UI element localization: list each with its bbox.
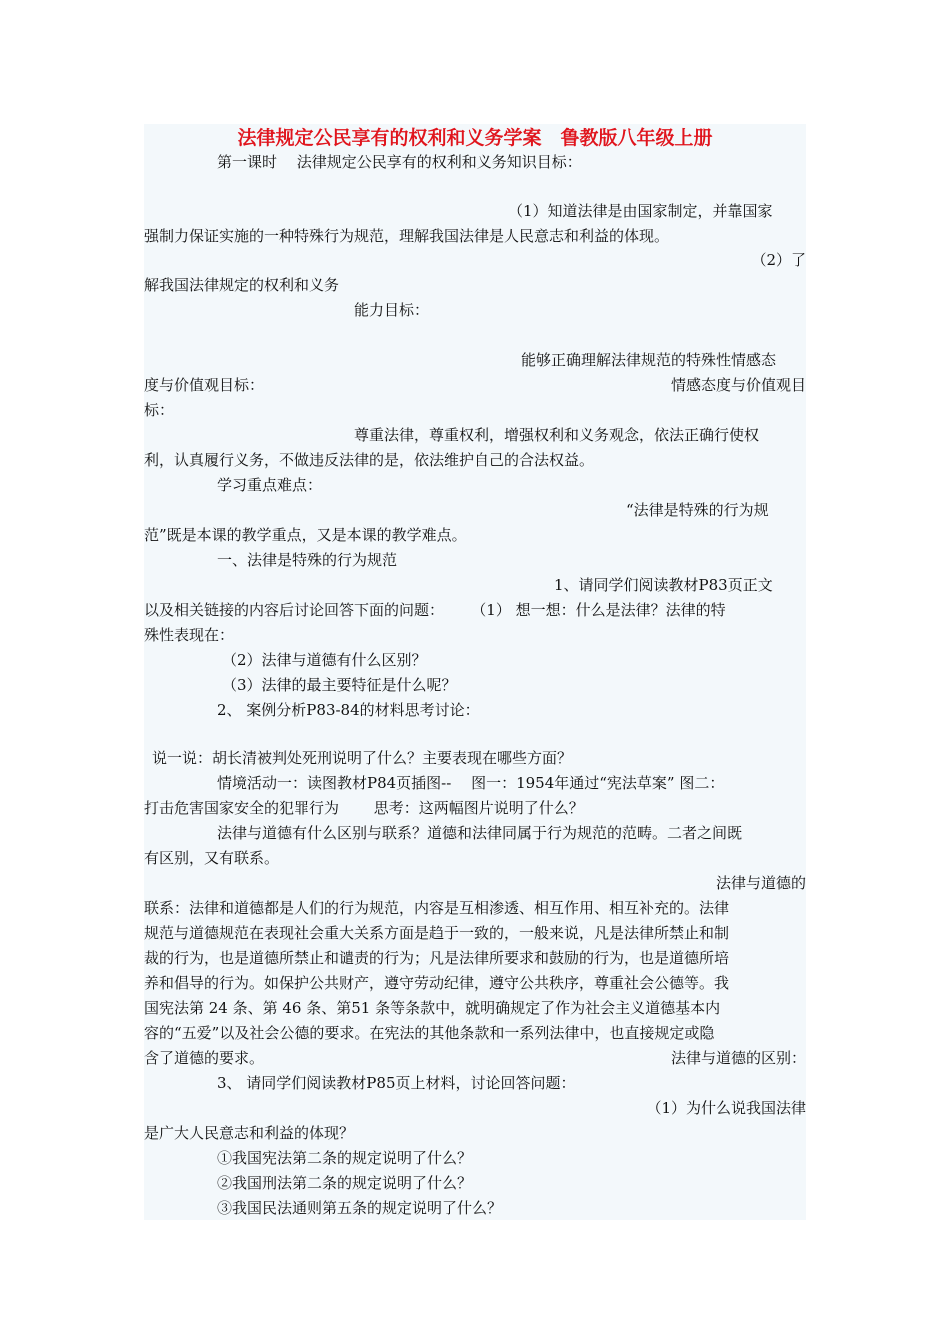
text-line: 利，认真履行义务，不做违反法律的是，依法维护自己的合法权益。	[144, 451, 595, 469]
text-segment: 度与价值观目标：	[144, 376, 265, 394]
text-line: 殊性表现在：	[144, 626, 235, 644]
text-line: ①我国宪法第二条的规定说明了什么？	[217, 1149, 473, 1167]
text-line: 2、 案例分析P83-84的材料思考讨论：	[217, 701, 480, 719]
text-line: 法律与道德的	[715, 874, 806, 892]
text-segment: 含了道德的要求。	[144, 1049, 265, 1067]
text-line: （1）知道法律是由国家制定，并靠国家	[508, 202, 773, 220]
text-line: 一、法律是特殊的行为规范	[217, 551, 398, 569]
text-line: （3）法律的最主要特征是什么呢？	[222, 676, 457, 694]
text-line: （2）法律与道德有什么区别？	[222, 651, 427, 669]
text-line: 解我国法律规定的权利和义务	[144, 276, 340, 294]
text-line: ③我国民法通则第五条的规定说明了什么？	[217, 1199, 503, 1217]
text-line: 1、请同学们阅读教材P83页正文	[554, 576, 773, 594]
text-line: 以及相关链接的内容后讨论回答下面的问题： （1） 想一想：什么是法律？法律的特	[144, 601, 726, 619]
text-line: 能够正确理解法律规范的特殊性情感态	[521, 351, 777, 369]
text-line: 第一课时 法律规定公民享有的权利和义务知识目标：	[217, 153, 582, 171]
text-line: “法律是特殊的行为规	[626, 501, 769, 519]
text-line: 尊重法律，尊重权利，增强权利和义务观念，依法正确行使权	[354, 426, 760, 444]
text-line: 说一说：胡长清被判处死刑说明了什么？主要表现在哪些方面？	[152, 749, 573, 767]
text-line: 容的“五爱”以及社会公德的要求。在宪法的其他条款和一系列法律中，也直接规定或隐	[144, 1024, 715, 1042]
text-line: 标：	[144, 401, 175, 419]
text-line: 联系：法律和道德都是人们的行为规范，内容是互相渗透、相互作用、相互补充的。法律	[144, 899, 730, 917]
text-line: 法律与道德有什么区别与联系？道德和法律同属于行为规范的范畴。二者之间既	[217, 824, 743, 842]
text-segment: 情感态度与价值观目	[670, 376, 806, 394]
text-line: 有区别，又有联系。	[144, 849, 280, 867]
text-line: （2）了	[751, 251, 806, 269]
text-line-pair	[144, 373, 806, 398]
text-line: （1）为什么说我国法律	[646, 1099, 806, 1117]
text-line: 能力目标：	[354, 301, 430, 319]
text-line: 养和倡导的行为。如保护公共财产，遵守劳动纪律，遵守公共秩序，尊重社会公德等。我	[144, 974, 730, 992]
text-line: 3、 请同学们阅读教材P85页上材料，讨论回答问题：	[217, 1074, 576, 1092]
text-line: 打击危害国家安全的犯罪行为 思考：这两幅图片说明了什么？	[144, 799, 584, 817]
text-line: ②我国刑法第二条的规定说明了什么？	[217, 1174, 473, 1192]
text-line: 强制力保证实施的一种特殊行为规范，理解我国法律是人民意志和利益的体现。	[144, 227, 670, 245]
text-line: 裁的行为，也是道德所禁止和谴责的行为；凡是法律所要求和鼓励的行为，也是道德所培	[144, 949, 730, 967]
text-line: 情境活动一：读图教材P84页插图-- 图一：1954年通过“宪法草案” 图二：	[217, 774, 725, 792]
text-line: 国宪法第 24 条、第 46 条、第51 条等条款中，就明确规定了作为社会主义道德基本内	[144, 999, 721, 1017]
text-line-pair	[144, 1046, 806, 1071]
text-line: 规范与道德规范在表现社会重大关系方面是趋于一致的，一般来说，凡是法律所禁止和制	[144, 924, 730, 942]
text-line: 范”既是本课的教学重点，又是本课的教学难点。	[144, 526, 467, 544]
document-title: 法律规定公民享有的权利和义务学案 鲁教版八年级上册	[237, 127, 713, 149]
text-segment: 法律与道德的区别：	[670, 1049, 806, 1067]
document-page	[144, 124, 806, 1220]
text-line: 学习重点难点：	[217, 476, 323, 494]
text-line: 是广大人民意志和利益的体现？	[144, 1124, 355, 1142]
